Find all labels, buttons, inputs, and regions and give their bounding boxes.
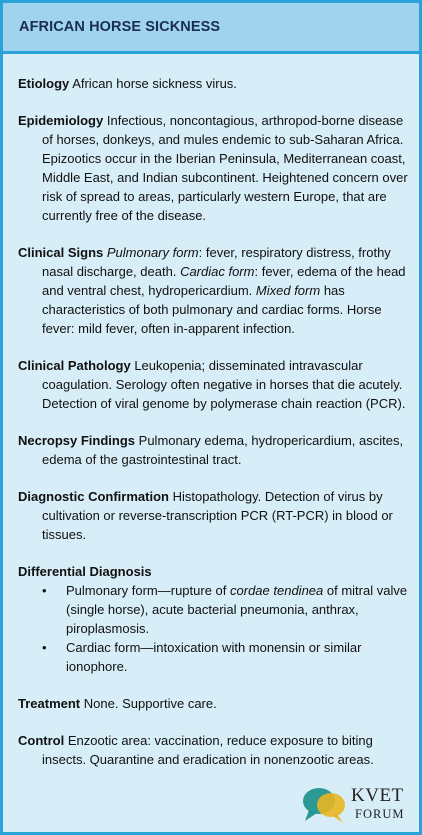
cordae-tendinea-text: cordae tendinea — [230, 583, 324, 598]
clinical-pathology-text: Leukopenia; disseminated intravascular coagulation. Serology often negative in horses that die acutely. Detection of viral genome by polymerase chain reaction (PCR). — [42, 358, 406, 411]
epidemiology-term: Epidemiology — [18, 113, 104, 128]
etiology-term: Etiology — [18, 76, 70, 91]
mixed-form-text: has characteristics of both pulmonary and cardiac forms. Horse fever: mild fever, often in-apparent infection. — [42, 283, 382, 336]
pulmonary-form-label: Pulmonary form — [106, 245, 199, 260]
differential-term: Differential Diagnosis — [18, 564, 152, 579]
pulmonary-form-text: : fever, respiratory distress, frothy nasal discharge, death. — [42, 245, 391, 279]
treatment-text: None. Supportive care. — [83, 696, 217, 711]
control-entry — [18, 731, 411, 769]
treatment-entry — [18, 694, 411, 713]
list-item: • Pulmonary form—rupture of cordae tendinea of mitral valve (single horse), acute bacterial pneumonia, anthrax, piroplasmosis. — [42, 583, 408, 636]
diagnostic-entry — [18, 487, 411, 544]
cardiac-form-label: Cardiac form — [180, 264, 255, 279]
control-text: Enzootic area: vaccination, reduce exposure to biting insects. Quarantine and eradication in nonenzootic areas. — [42, 733, 374, 767]
bullet-icon: • — [42, 640, 47, 655]
clinical-signs-term: Clinical Signs — [18, 245, 104, 260]
cardiac-form-text: : fever, edema of the head and ventral chest, hydropericardium. — [42, 264, 406, 298]
speech-bubbles-icon — [301, 785, 353, 825]
diagnostic-term: Diagnostic Confirmation — [18, 489, 169, 504]
etiology-text: African horse sickness virus. — [72, 76, 237, 91]
etiology-entry — [18, 74, 411, 93]
necropsy-entry — [18, 431, 411, 469]
treatment-term: Treatment — [18, 696, 81, 711]
differential-list — [18, 581, 411, 676]
clinical-pathology-term: Clinical Pathology — [18, 358, 131, 373]
page-title: AFRICAN HORSE SICKNESS — [19, 19, 221, 35]
clinical-signs-entry — [18, 243, 411, 338]
list-item: • Cardiac form—intoxication with monensin or similar ionophore. — [42, 640, 362, 674]
epidemiology-text: Infectious, noncontagious, arthropod-borne disease of horses, donkeys, and mules endemic to sub-Saharan Africa. Epizootics occur in the Iberian Peninsula, Mediterranean coast, Middle East, and Indian subcontinent. Heightened concern over risk of spread to areas, particularly western Europe, that are currently free of the disease. — [42, 113, 408, 223]
mixed-form-label: Mixed form — [255, 283, 321, 298]
clinical-pathology-entry — [18, 356, 411, 413]
diagnostic-text: Histopathology. Detection of virus by cultivation or reverse-transcription PCR (RT-PCR) in blood or tissues. — [42, 489, 393, 542]
epidemiology-entry — [18, 111, 411, 225]
kvet-forum-logo[interactable] — [301, 783, 419, 827]
control-term: Control — [18, 733, 65, 748]
card-header — [3, 0, 419, 54]
card-content — [3, 54, 419, 769]
necropsy-term: Necropsy Findings — [18, 433, 136, 448]
bullet-icon: • — [42, 583, 47, 598]
necropsy-text: Pulmonary edema, hydropericardium, ascites, edema of the gastrointestinal tract. — [42, 433, 404, 467]
logo-forum-text: FORUM — [355, 807, 405, 821]
logo-kvet-text: KVET — [351, 785, 404, 806]
